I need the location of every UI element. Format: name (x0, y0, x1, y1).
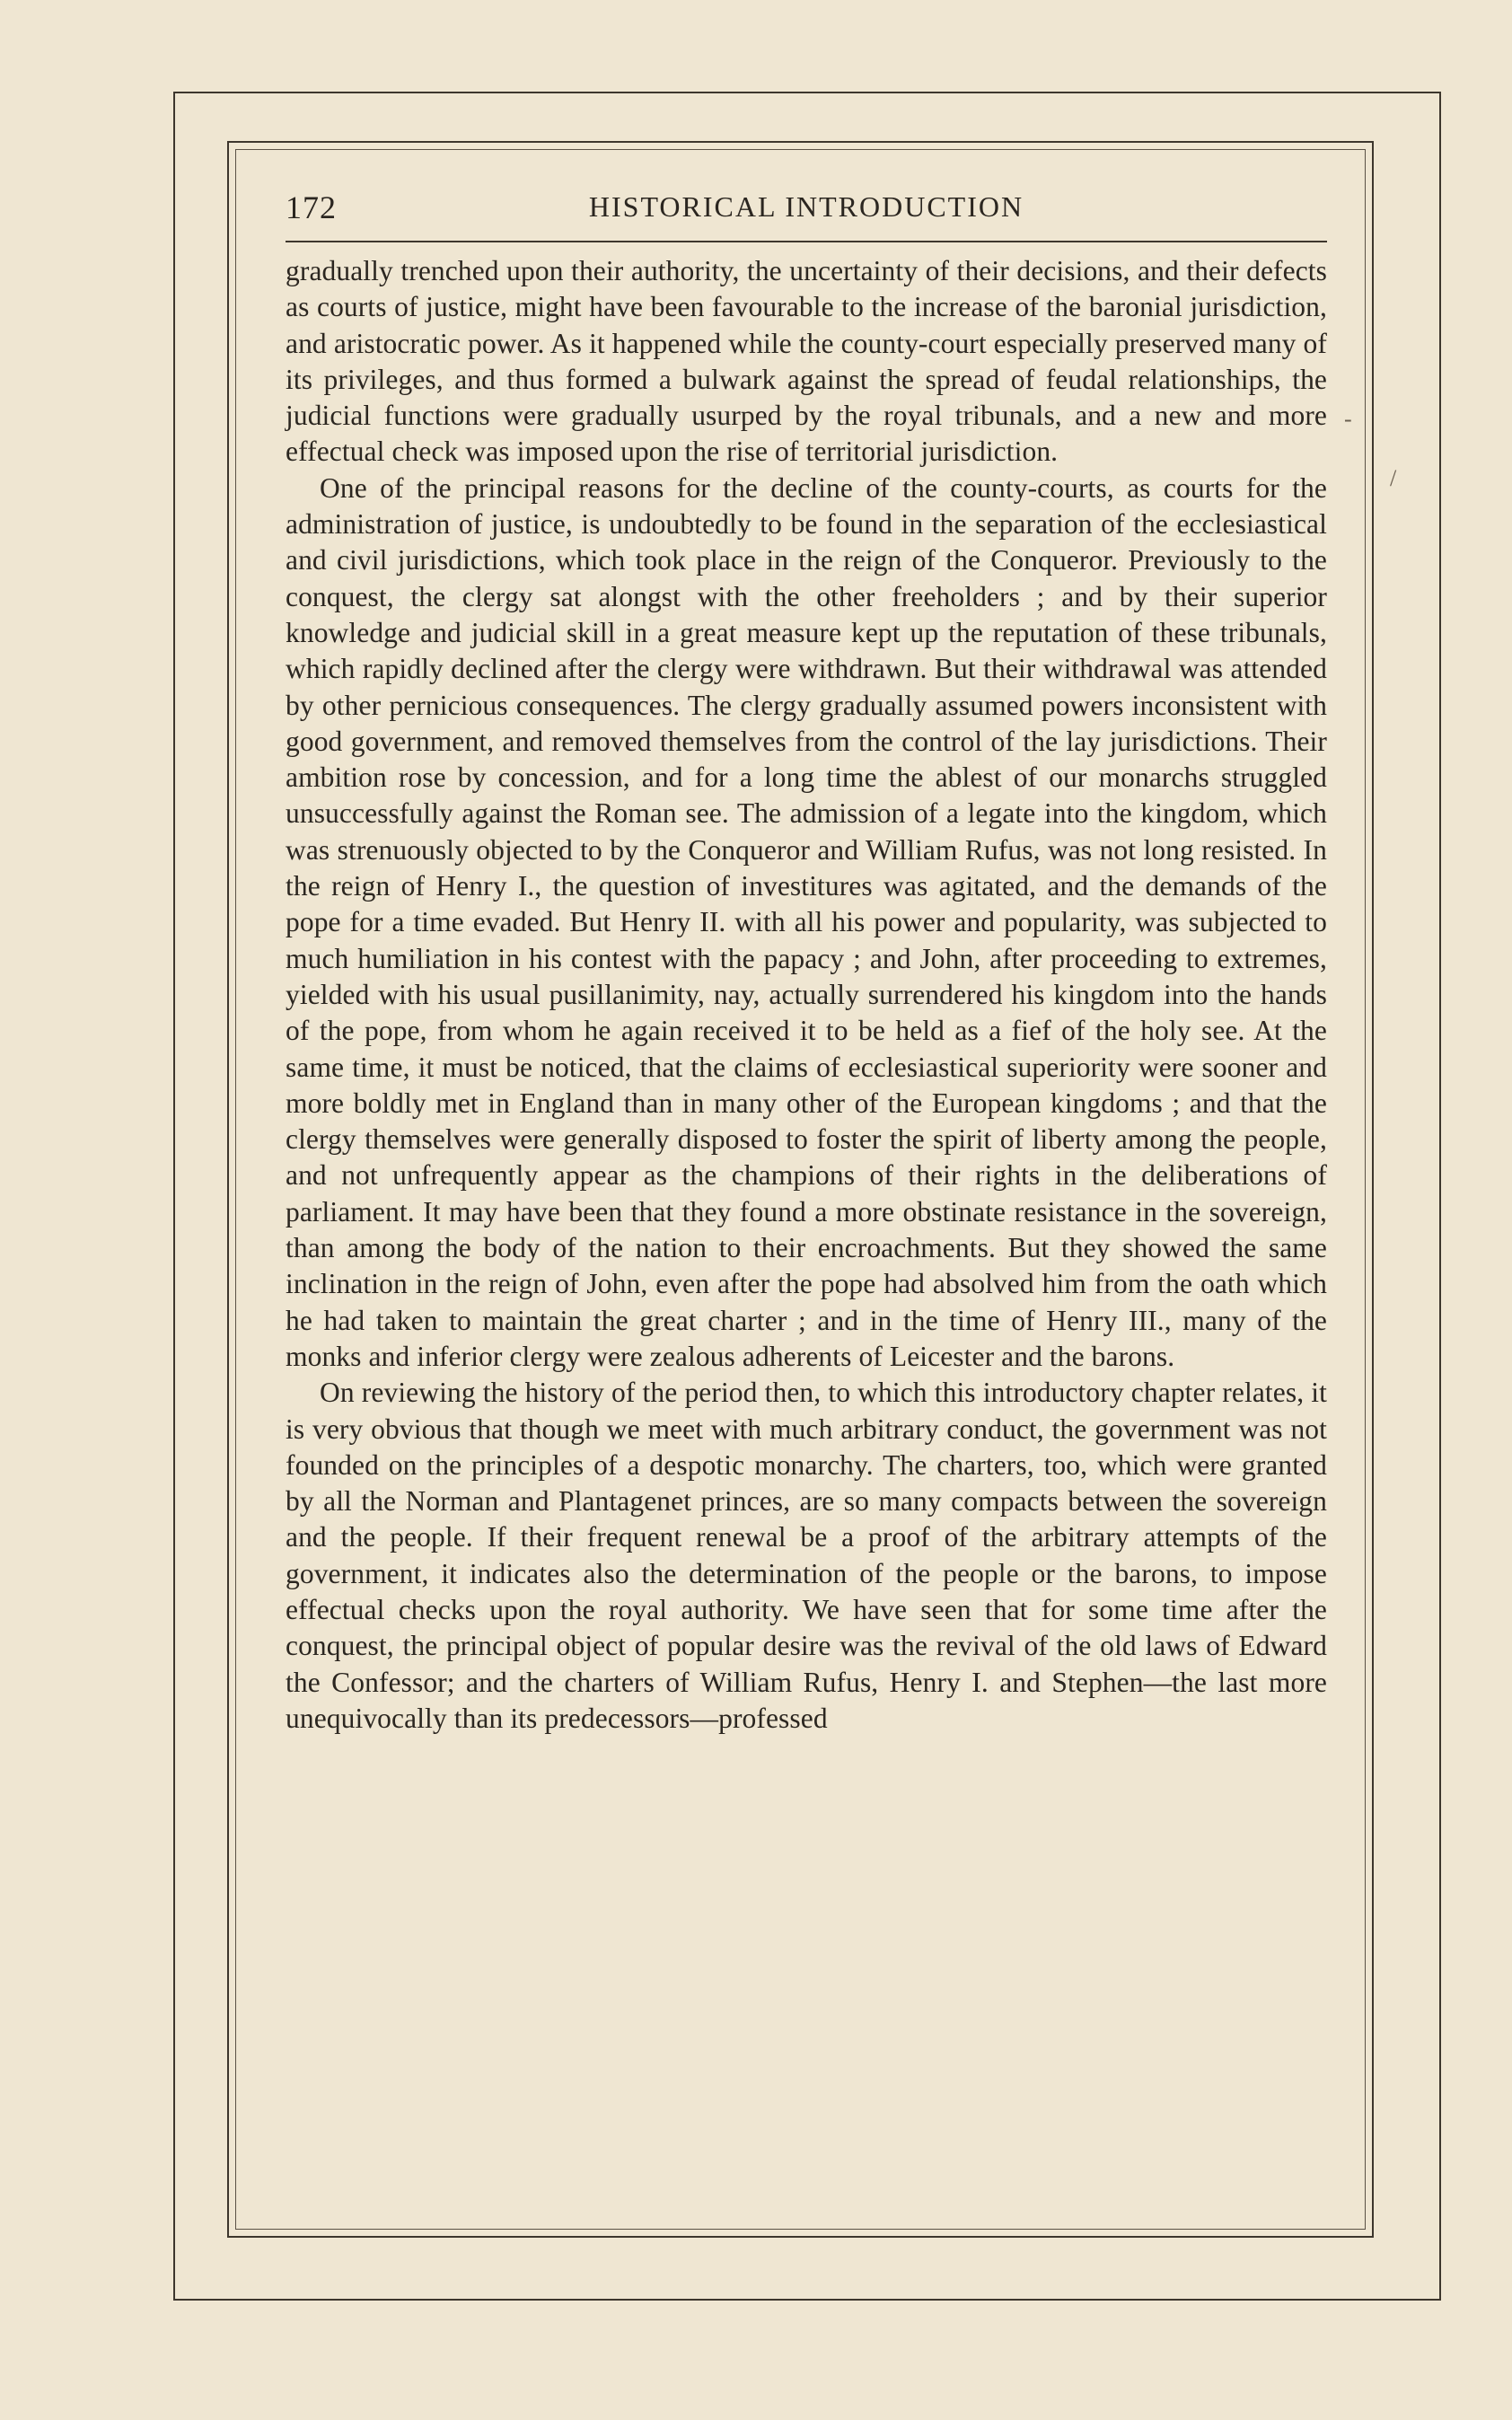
margin-mark: / (1390, 465, 1397, 491)
margin-mark: - (1344, 406, 1352, 432)
header-rule (286, 241, 1327, 242)
page-header (286, 189, 1327, 232)
paragraph: gradually trenched upon their authority, the uncertainty of their decisions, and their defects as courts of justice, might have been favourable to the increase of the baronial jurisdiction, and aristocratic power. As it happened while the county-court especially preserved many of its privileges, and thus formed a bulwark against the spread of feudal relationships, the judicial functions were gradually usurped by the royal tribunals, and a new and more effectual check was imposed upon the rise of territorial jurisdiction. (286, 255, 1327, 468)
paragraph: One of the principal reasons for the decline of the county-courts, as courts for the administration of justice, is undoubtedly to be found in the separation of the ecclesiastical and civil jurisdictions, which took place in the reign of the Conqueror. Previously to the conquest, the clergy sat alongst with the other freeholders ; and by their superior knowledge and judicial skill in a great measure kept up the reputation of these tribunals, which rapidly declined after the clergy were withdrawn. But their withdrawal was attended by other pernicious consequences. The clergy gradually assumed powers inconsistent with good government, and removed themselves from the control of the lay jurisdictions. Their ambition rose by concession, and for a long time the ablest of our monarchs struggled unsuccessfully against the Roman see. The admission of a legate into the kingdom, which was strenuously objected to by the Conqueror and William Rufus, was not long resisted. In the reign of Henry I., the question of investitures was agitated, and the demands of the pope for a time evaded. But Henry II. with all his power and popularity, was subjected to much humiliation in his contest with the papacy ; and John, after proceeding to extremes, yielded with his usual pusillanimity, nay, actually surrendered his kingdom into the hands of the pope, from whom he again received it to be held as a fief of the holy see. At the same time, it must be noticed, that the claims of ecclesiastical superiority were sooner and more boldly met in England than in many other of the European kingdoms ; and that the clergy themselves were generally disposed to foster the spirit of liberty among the people, and not unfrequently appear as the champions of their rights in the deliberations of parliament. It may have been that they found a more obstinate resistance in the sovereign, than among the body of the nation to their encroachments. But they showed the same inclination in the reign of John, even after the pope had absolved him from the oath which he had taken to maintain the great charter ; and in the time of Henry III., many of the monks and inferior clergy were zealous adherents of Leicester and the barons. (286, 471, 1327, 1372)
page-number: 172 (286, 189, 337, 225)
body-text (286, 253, 1327, 1737)
paragraph: On reviewing the history of the period then, to which this introductory chapter relates, it is very obvious that though we meet with much arbitrary conduct, the government was not founded on the principles of a despotic monarchy. The charters, too, which were granted by all the Norman and Plantagenet princes, are so many compacts between the sovereign and the people. If their frequent renewal be a proof of the arbitrary attempts of the government, it indicates also the determination of the people or the barons, to impose effectual checks upon the royal authority. We have seen that for some time after the conquest, the principal object of popular desire was the revival of the old laws of Edward the Confessor; and the charters of William Rufus, Henry I. and Stephen—the last more unequivocally than its predecessors—professed (286, 1377, 1327, 1734)
running-head: HISTORICAL INTRODUCTION (588, 190, 1024, 223)
